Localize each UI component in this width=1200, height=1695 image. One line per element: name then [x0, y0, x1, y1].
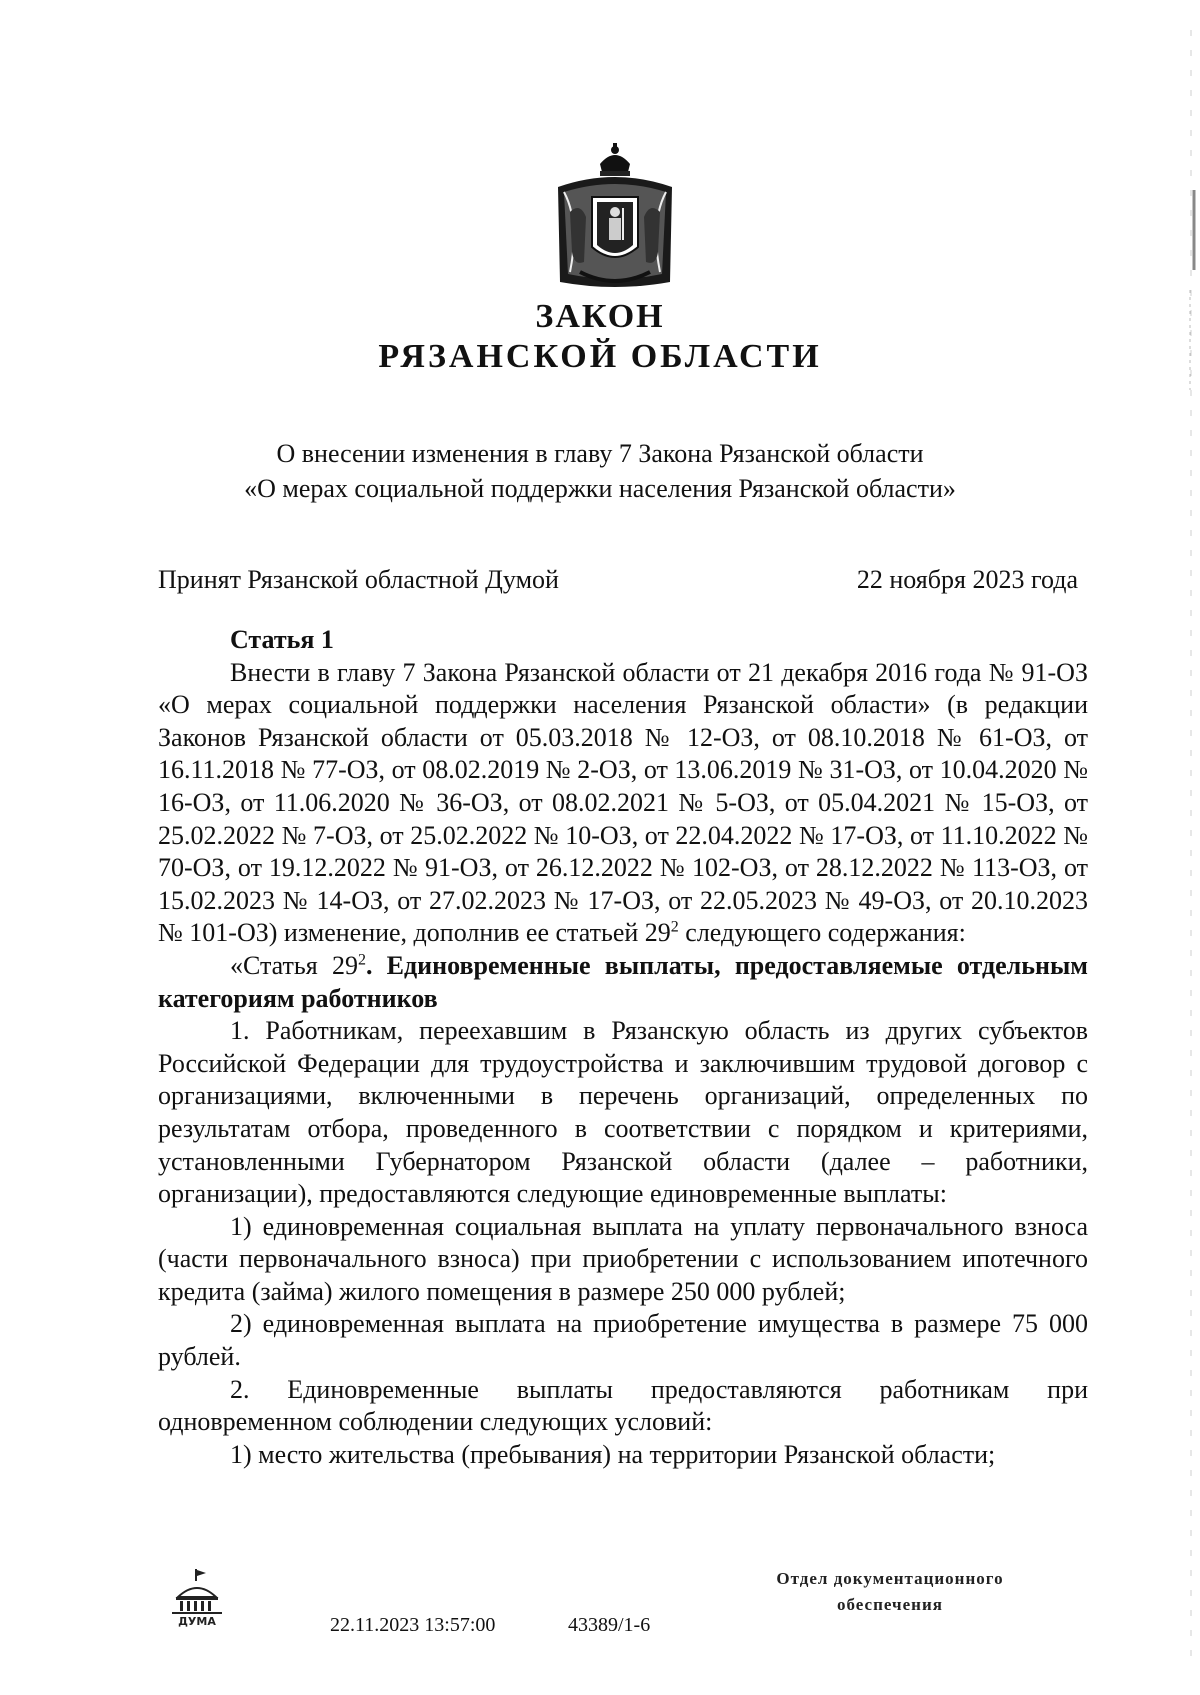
- adoption-date: 22 ноября 2023 года: [856, 565, 1078, 594]
- article-heading: Статья 1: [230, 625, 334, 654]
- department-line-1: Отдел документационного: [776, 1569, 1004, 1588]
- adoption-text: Принят Рязанской областной Думой: [158, 565, 559, 594]
- scan-edge-marks: [1185, 30, 1199, 1670]
- list-item-2: 2) единовременная выплата на приобретение имущества в размере 75 000 рублей.: [158, 1309, 1088, 1372]
- article-1-text: Внести в главу 7 Закона Рязанской области от 21 декабря 2016 года № 91-ОЗ «О мерах социальной поддержки населения Рязанской области» (в редакции Законов Рязанской области от 05.03.2018 № 12-ОЗ, от 08.10.2018 № 61-ОЗ, от 16.11.2018 № 77-ОЗ, от 08.02.2019 № 2-ОЗ, от 13.06.2019 № 31-ОЗ, от 10.04.2020 № 16-ОЗ, от 11.06.2020 № 36-ОЗ, от 08.02.2021 № 5-ОЗ, от 05.04.2021 № 15-ОЗ, от 25.02.2022 № 7-ОЗ, от 25.02.2022 № 10-ОЗ, от 22.04.2022 № 17-ОЗ, от 11.10.2022 № 70-ОЗ, от 19.12.2022 № 91-ОЗ, от 26.12.2022 № 102-ОЗ, от 28.12.2022 № 113-ОЗ, от 15.02.2023 № 14-ОЗ, от 27.02.2023 № 17-ОЗ, от 22.05.2023 № 49-ОЗ, от 20.10.2023 № 101-ОЗ) изменение, дополнив ее статьей 29: [158, 657, 1088, 948]
- new-article-heading: . Единовременные выплаты, предоставляемые отдельным категориям работников: [158, 950, 1088, 1013]
- new-article-prefix: «Статья 29: [230, 950, 358, 980]
- duma-logo-text: ДУМА: [178, 1615, 216, 1628]
- article-1-superscript: 2: [670, 918, 679, 936]
- new-article-title: [158, 950, 1088, 1015]
- article-1-text-end: следующего содержания:: [678, 918, 966, 948]
- list-item-1: 1) единовременная социальная выплата на уплату первоначального взноса (части первоначального взноса) при приобретении с использованием ипотечного кредита (займа) жилого помещения в размере 250 000 рублей;: [158, 1211, 1088, 1306]
- law-title: ЗАКОН: [535, 298, 665, 335]
- region-title: РЯЗАНСКОЙ ОБЛАСТИ: [378, 338, 822, 375]
- footer-registration-number: 43389/1-6: [568, 1614, 651, 1636]
- department-stamp: [740, 1566, 1040, 1618]
- paragraph-2: 2. Единовременные выплаты предоставляются работникам при одновременном соблюдении следующих условий:: [158, 1374, 1088, 1437]
- duma-logo-icon: [168, 1567, 226, 1629]
- coat-of-arms-icon: [550, 142, 680, 294]
- condition-item-1: 1) место жительства (пребывания) на территории Рязанской области;: [230, 1439, 996, 1469]
- department-line-2: обеспечения: [837, 1595, 943, 1614]
- subtitle-line-2: «О мерах социальной поддержки населения Рязанской области»: [244, 474, 956, 503]
- new-article-superscript: 2: [357, 951, 366, 969]
- paragraph-1: 1. Работникам, переехавшим в Рязанскую область из других субъектов Российской Федерации для трудоустройства и заключившим трудовой договор с организациями, включенными в перечень организаций, определенных по результатам отбора, проведенного в соответствии с порядком и критериями, установленными Губернатором Рязанской области (далее – работники, организации), предоставляются следующие единовременные выплаты:: [158, 1016, 1088, 1209]
- footer-timestamp: 22.11.2023 13:57:00: [330, 1614, 496, 1636]
- subtitle-line-1: О внесении изменения в главу 7 Закона Рязанской области: [276, 439, 924, 468]
- article-1-body: [158, 657, 1088, 950]
- law-body: [158, 624, 1088, 1471]
- law-subtitle: [0, 436, 1200, 506]
